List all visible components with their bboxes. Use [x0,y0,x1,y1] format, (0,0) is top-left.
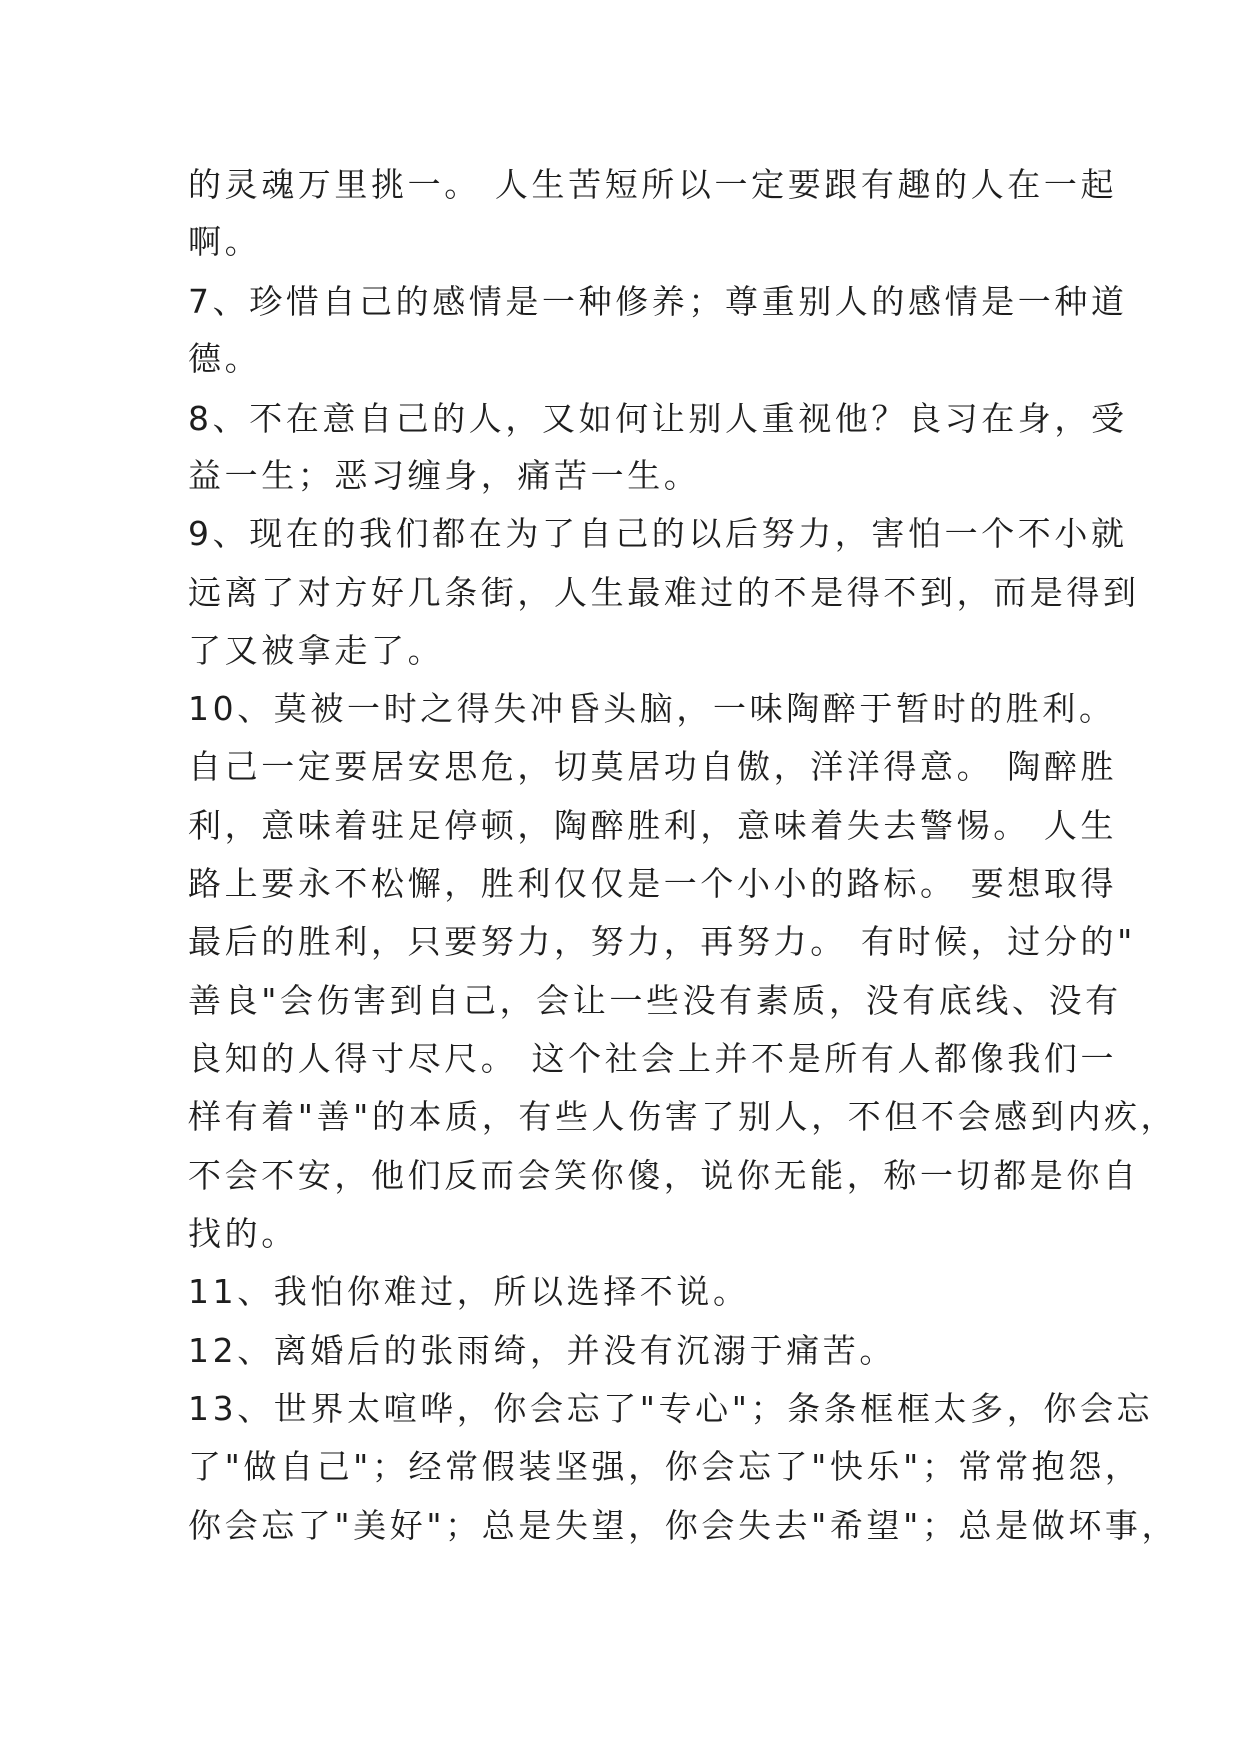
text-line: 的灵魂万里挑一。 人生苦短所以一定要跟有趣的人在一起 [188,165,1118,204]
text-line: 最后的胜利，只要努力，努力，再努力。 有时候，过分的" [188,922,1136,961]
text-line: 自己一定要居安思危，切莫居功自傲，洋洋得意。 陶醉胜 [188,747,1118,786]
text-line: 了"做自己"；经常假装坚强，你会忘了"快乐"；常常抱怨， [188,1447,1142,1486]
text-line: 不会不安，他们反而会笑你傻，说你无能，称一切都是你自 [188,1156,1140,1195]
text-line: 11、我怕你难过，所以选择不说。 [188,1272,750,1311]
text-line: 啊。 [188,222,262,261]
text-line: 10、莫被一时之得失冲昏头脑，一味陶醉于暂时的胜利。 [188,689,1116,728]
text-line: 7、珍惜自己的感情是一种修养；尊重别人的感情是一种道 [188,282,1128,321]
text-line: 德。 [188,339,262,378]
text-line: 9、现在的我们都在为了自己的以后努力，害怕一个不小就 [188,514,1128,553]
text-line: 样有着"善"的本质，有些人伤害了别人，不但不会感到内疚， [188,1097,1178,1136]
text-line: 利，意味着驻足停顿，陶醉胜利，意味着失去警惕。 人生 [188,806,1118,845]
text-line: 路上要永不松懈，胜利仅仅是一个小小的路标。 要想取得 [188,864,1118,903]
text-line: 13、世界太喧哗，你会忘了"专心"；条条框框太多，你会忘 [188,1389,1154,1428]
text-line: 12、离婚后的张雨绮，并没有沉溺于痛苦。 [188,1331,896,1370]
text-line: 良知的人得寸尽尺。 这个社会上并不是所有人都像我们一 [188,1039,1118,1078]
text-line: 了又被拿走了。 [188,631,445,670]
text-line: 远离了对方好几条街，人生最难过的不是得不到，而是得到 [188,573,1140,612]
text-line: 益一生；恶习缠身，痛苦一生。 [188,456,701,495]
text-line: 找的。 [188,1214,298,1253]
text-line: 8、不在意自己的人，又如何让别人重视他？良习在身，受 [188,399,1128,438]
text-line: 你会忘了"美好"；总是失望，你会失去"希望"；总是做坏事， [188,1506,1179,1545]
text-line: 善良"会伤害到自己，会让一些没有素质，没有底线、没有 [188,981,1122,1020]
